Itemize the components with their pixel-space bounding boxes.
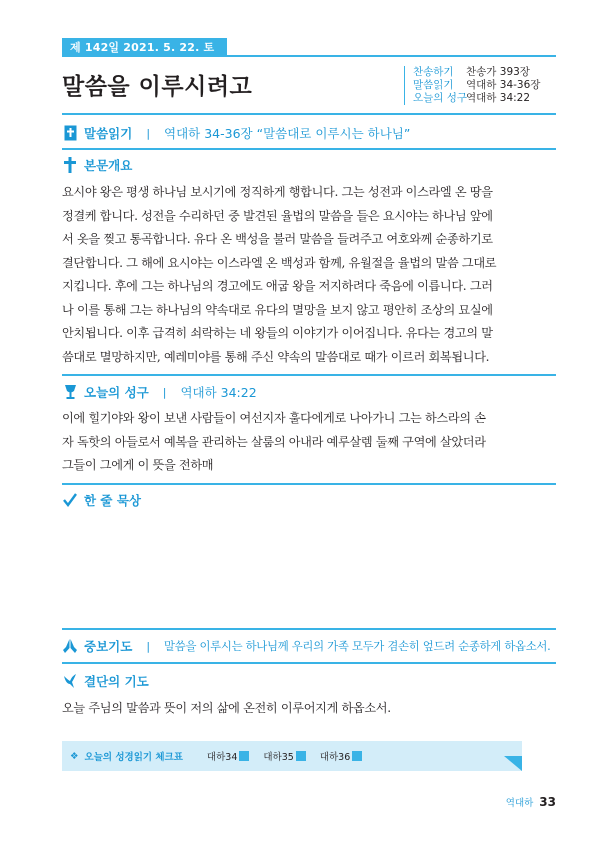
overview-line: 안치됩니다. 이후 급격히 쇠락하는 네 왕들의 이야기가 이어집니다. 유다는 경고의 말 xyxy=(62,326,493,340)
page-footer xyxy=(506,795,556,809)
checklist-item-label: 대하36 xyxy=(319,752,351,763)
footer-book: 역대하 xyxy=(505,798,534,809)
divider xyxy=(62,148,556,150)
page-number: 33 xyxy=(539,795,556,809)
info-row-reading xyxy=(413,79,540,92)
separator: | xyxy=(162,385,167,399)
intercession-heading xyxy=(62,637,550,655)
meditation-heading xyxy=(62,491,141,509)
overview-line: 나 이를 통해 그는 하나님의 약속대로 유다의 멸망을 보지 않고 평안히 조상의 묘실에 xyxy=(62,302,493,317)
reading-title: 말씀읽기 xyxy=(84,126,133,141)
info-label: 찬송하기 xyxy=(413,66,454,78)
bible-icon xyxy=(62,125,78,141)
reading-checklist xyxy=(62,741,522,771)
overview-line: 서 옷을 찢고 통곡합니다. 유다 온 백성을 불러 말씀을 들려주고 여호와께 순종하기로 xyxy=(62,232,493,246)
overview-title: 본문개요 xyxy=(84,158,133,173)
verse-reference: 역대하 34:22 xyxy=(180,385,257,400)
checklist-item[interactable] xyxy=(320,749,362,763)
verse-line: 자 독핫의 아들로서 예복을 관리하는 살룸의 아내라 예루살렘 둘째 구역에 살았더라 xyxy=(62,434,486,449)
dove-icon xyxy=(62,673,78,689)
checklist-item-label: 대하34 xyxy=(206,752,238,763)
overview-line: 정결케 합니다. 성전을 수리하던 중 발견된 율법의 말씀을 들은 요시야는 하나님 앞에 xyxy=(62,208,493,223)
reading-heading xyxy=(62,124,410,142)
info-value: 역대하 34:22 xyxy=(466,92,531,104)
separator: | xyxy=(146,639,151,653)
overview-line: 요시야 왕은 평생 하나님 보시기에 정직하게 행합니다. 그는 성전과 이스라엘 온 땅을 xyxy=(62,185,493,199)
date-tab xyxy=(62,38,556,56)
info-label: 오늘의 성구 xyxy=(413,92,468,104)
divider xyxy=(62,374,556,376)
meditation-title: 한 줄 묵상 xyxy=(84,493,142,508)
checkbox[interactable] xyxy=(296,751,306,761)
resolution-heading xyxy=(62,672,149,690)
checklist-label: 오늘의 성경읽기 체크표 xyxy=(84,752,183,763)
info-label: 말씀읽기 xyxy=(413,79,454,91)
cross-icon xyxy=(62,157,78,173)
divider xyxy=(62,483,556,485)
diamond-icon: ❖ xyxy=(70,750,79,762)
intercession-text: 말씀을 이루시는 하나님께 우리의 가족 모두가 겸손히 엎드려 순종하게 하옵소서. xyxy=(164,639,551,653)
checkbox[interactable] xyxy=(239,751,249,761)
divider xyxy=(62,662,556,664)
verse-heading xyxy=(62,383,257,401)
divider xyxy=(62,113,556,115)
resolution-title: 결단의 기도 xyxy=(84,674,149,689)
overview-text xyxy=(62,181,558,369)
reading-subtitle: 역대하 34-36장 “말씀대로 이루시는 하나님” xyxy=(164,126,411,141)
date-label: 제 142일 2021. 5. 22. 토 xyxy=(70,41,215,54)
info-value: 찬송가 393장 xyxy=(466,66,530,78)
info-row-hymn xyxy=(413,66,540,79)
corner-fold xyxy=(504,756,522,771)
page-title: 말씀을 이루시려고 xyxy=(62,74,253,100)
overview-heading xyxy=(62,156,132,174)
intercession-title: 중보기도 xyxy=(84,639,133,654)
verse-line: 그들이 그에게 이 뜻을 전하매 xyxy=(62,458,214,472)
divider xyxy=(62,628,556,630)
overview-line: 씀대로 멸망하지만, 예레미야를 통해 주신 약속의 말씀대로 때가 이르러 회복됩니다. xyxy=(62,349,490,364)
check-icon xyxy=(62,492,78,508)
checklist-item-label: 대하35 xyxy=(263,752,294,763)
info-row-verse xyxy=(413,92,540,105)
verse-title: 오늘의 성구 xyxy=(84,385,149,400)
date-tab-rule xyxy=(62,55,556,57)
checklist-items xyxy=(70,749,376,763)
info-value: 역대하 34-36장 xyxy=(466,79,541,91)
chalice-icon xyxy=(62,384,78,400)
overview-line: 지킵니다. 후에 그는 하나님의 경고에도 애굽 왕을 저지하려다 죽음에 이릅니다. 그러 xyxy=(62,279,493,293)
verse-line: 이에 힐기야와 왕이 보낸 사람들이 여선지자 훌다에게로 나아가니 그는 하스라의 손 xyxy=(62,411,486,425)
resolution-text: 오늘 주님의 말씀과 뜻이 저의 삶에 온전히 이루어지게 하옵소서. xyxy=(62,701,391,715)
verse-text xyxy=(62,407,558,478)
checkbox[interactable] xyxy=(352,751,362,761)
praying-hands-icon xyxy=(62,638,78,654)
checklist-item[interactable] xyxy=(207,749,249,763)
info-block xyxy=(404,66,540,105)
separator: | xyxy=(146,126,151,140)
checklist-item[interactable] xyxy=(263,749,305,763)
overview-line: 결단합니다. 그 해에 요시야는 이스라엘 온 백성과 함께, 유월절을 율법의 말씀 그대로 xyxy=(62,255,497,270)
